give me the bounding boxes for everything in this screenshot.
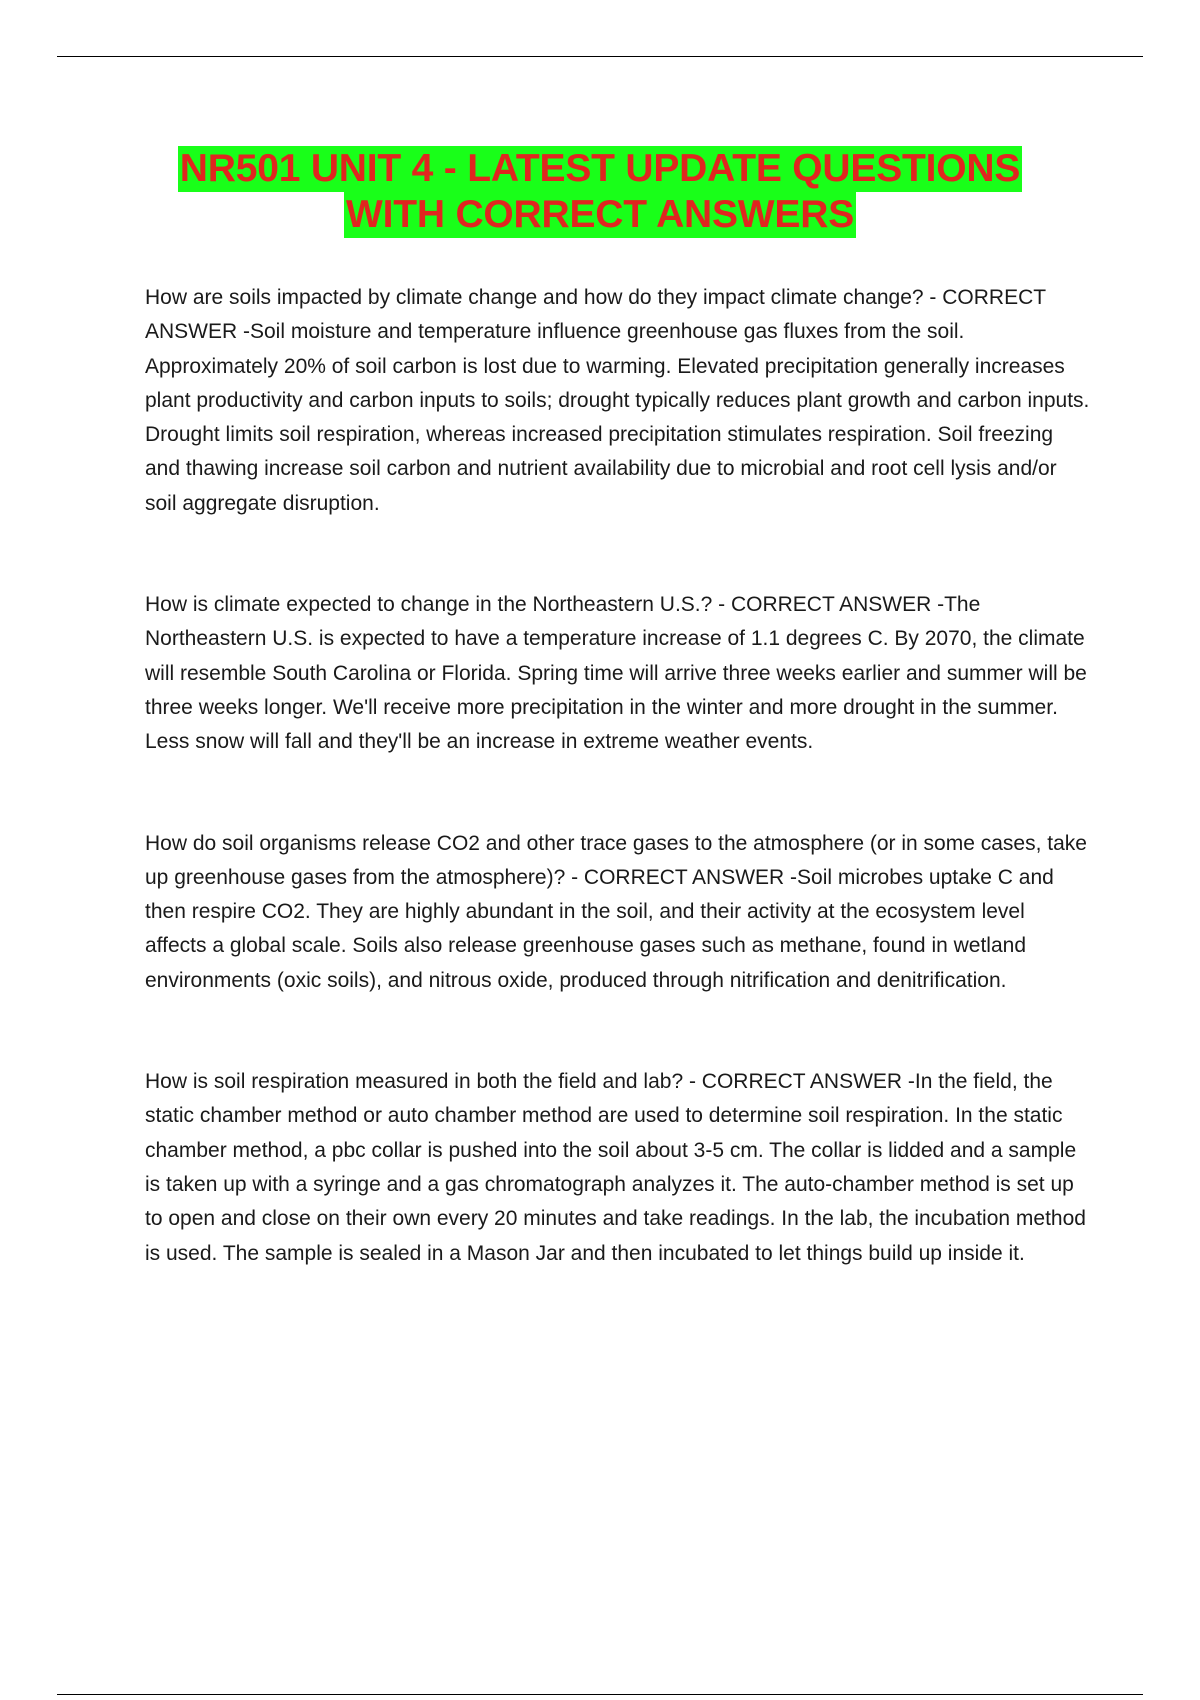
top-divider	[57, 56, 1143, 57]
qa-entry-1: How are soils impacted by climate change and how do they impact climate change? - CORRECT ANSWER -Soil moisture and temperature influence greenhouse gas fluxes from the soil. Approximately 20% of soil carbon is lost due to warming. Elevated precipitation generally increases plant productivity and carbon inputs to soils; drought typically reduces plant growth and carbon inputs. Drought limits soil respiration, whereas increased precipitation stimulates respiration. Soil freezing and thawing increase soil carbon and nutrient availability due to microbial and root cell lysis and/or soil aggregate disruption.	[145, 286, 1090, 515]
qa-entry-3: How do soil organisms release CO2 and other trace gases to the atmosphere (or in some cases, take up greenhouse gases from the atmosphere)? - CORRECT ANSWER -Soil microbes uptake C and then respire CO2. They are highly abundant in the soil, and their activity at the ecosystem level affects a global scale. Soils also release greenhouse gases such as methane, found in wetland environments (oxic soils), and nitrous oxide, produced through nitrification and denitrification.	[145, 831, 1087, 992]
qa-entry-4: How is soil respiration measured in both the field and lab? - CORRECT ANSWER -In the field, the static chamber method or auto chamber method are used to determine soil respiration. In the static chamber method, a pbc collar is pushed into the soil about 3-5 cm. The collar is lidded and a sample is taken up with a syringe and a gas chromatograph analyzes it. The auto-chamber method is set up to open and close on their own every 20 minutes and take readings. In the lab, the incubation method is used. The sample is sealed in a Mason Jar and then incubated to let things build up inside it.	[145, 1070, 1086, 1265]
qa-list	[145, 281, 1090, 1271]
bottom-divider	[57, 1694, 1143, 1695]
title-line-2: WITH CORRECT ANSWERS	[345, 193, 855, 236]
qa-entry-2: How is climate expected to change in the Northeastern U.S.? - CORRECT ANSWER -The Northeastern U.S. is expected to have a temperature increase of 1.1 degrees C. By 2070, the climate will resemble South Carolina or Florida. Spring time will arrive three weeks earlier and summer will be three weeks longer. We'll receive more precipitation in the winter and more drought in the summer. Less snow will fall and they'll be an increase in extreme weather events.	[145, 593, 1087, 754]
title-line-1: NR501 UNIT 4 - LATEST UPDATE QUESTIONS	[179, 147, 1021, 190]
document-title	[0, 146, 1200, 238]
